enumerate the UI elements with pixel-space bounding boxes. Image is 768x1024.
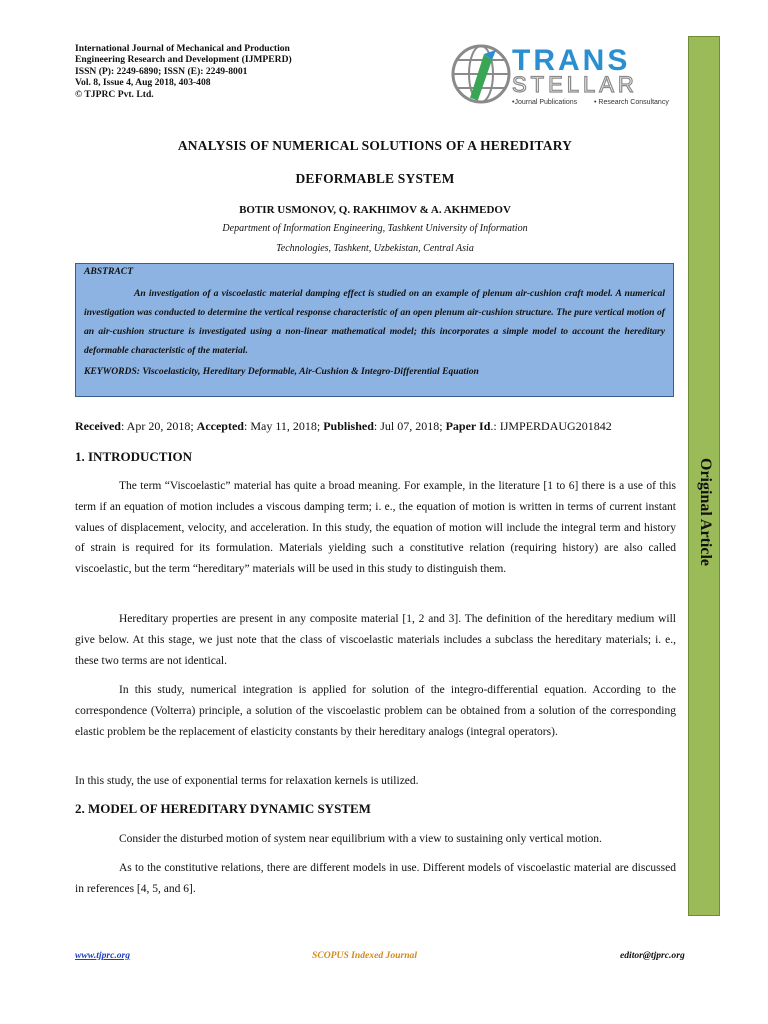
- received-line: [75, 419, 675, 434]
- keywords: KEYWORDS: Viscoelasticity, Hereditary Deformable, Air-Cushion & Integro-Differential Equation: [84, 366, 479, 377]
- globe-icon: [453, 46, 509, 102]
- side-label: Original Article: [697, 458, 714, 566]
- abstract-heading: ABSTRACT: [84, 266, 134, 277]
- journal-info: [75, 43, 365, 100]
- abstract-body: An investigation of a viscoelastic material damping effect is studied on an example of plenum air-cushion craft model. A numerical investigation was conducted to determine the vertical response characteristic of an open plenum air-cushion structure. The pure vertical motion of an air-cushion structure is investigated using a non-linear mathematical model; this incorporates a simple model to account the hereditary deformable characteristic of the material.: [84, 288, 665, 356]
- logo-tagline-journal: •Journal Publications: [512, 99, 578, 106]
- journal-line: Engineering Research and Development (IJMPERD): [75, 54, 292, 66]
- paper-id-label: Paper Id: [445, 419, 491, 433]
- section-heading-model: 2. MODEL OF HEREDITARY DYNAMIC SYSTEM: [75, 801, 371, 816]
- logo-word-trans: TRANS: [512, 44, 631, 77]
- website-link[interactable]: www.tjprc.org: [75, 950, 131, 961]
- logo-tagline-research: • Research Consultancy: [594, 99, 669, 106]
- original-article-sidebar: [688, 36, 720, 916]
- authors: BOTIR USMONOV, Q. RAKHIMOV & A. AKHMEDOV: [239, 204, 511, 216]
- published-label: Published: [323, 419, 374, 433]
- editor-email[interactable]: editor@tjprc.org: [620, 950, 685, 961]
- abstract-box: [75, 263, 674, 397]
- intro-paragraph-3: In this study, numerical integration is applied for solution of the integro-differential equation. According to the correspondence (Volterra) principle, a solution of the viscoelastic problem can be obtained from a solution of the corresponding elastic problem be the replacement of elasticity constants by their hereditary analogs (integral operators).: [75, 684, 676, 738]
- received-date: : Apr 20, 2018;: [120, 419, 197, 433]
- published-date: : Jul 07, 2018;: [373, 419, 446, 433]
- intro-paragraph-2: Hereditary properties are present in any composite material [1, 2 and 3]. The definition of the hereditary medium will give below. At this stage, we just note that the class of viscoelastic materials includes a subclass the hereditary materials; i. e., these two terms are not identical.: [75, 613, 676, 667]
- affiliation-line1: Department of Information Engineering, Tashkent University of Information: [222, 223, 528, 234]
- journal-line: International Journal of Mechanical and Production: [75, 43, 290, 54]
- journal-line: © TJPRC Pvt. Ltd.: [75, 88, 154, 100]
- paper-title-line1: ANALYSIS OF NUMERICAL SOLUTIONS OF A HEREDITARY: [177, 138, 573, 153]
- transstellar-logo: [448, 40, 678, 110]
- journal-line: ISSN (P): 2249-6890; ISSN (E): 2249-8001: [75, 65, 248, 77]
- model-paragraph-1: Consider the disturbed motion of system near equilibrium with a view to sustaining only vertical motion.: [119, 833, 602, 845]
- intro-paragraph-4: In this study, the use of exponential terms for relaxation kernels is utilized.: [75, 775, 419, 787]
- received-label: Received: [75, 419, 121, 433]
- logo-word-stellar: STELLAR: [512, 72, 638, 97]
- section-heading-introduction: 1. INTRODUCTION: [75, 449, 193, 464]
- journal-line: Vol. 8, Issue 4, Aug 2018, 403-408: [75, 77, 211, 89]
- accepted-date: : May 11, 2018;: [243, 419, 324, 433]
- scopus-indexed-label: SCOPUS Indexed Journal: [312, 950, 418, 961]
- affiliation-line2: Technologies, Tashkent, Uzbekistan, Central Asia: [276, 243, 474, 254]
- accepted-label: Accepted: [196, 419, 244, 433]
- paper-title-line2: DEFORMABLE SYSTEM: [295, 171, 455, 186]
- model-paragraph-2: As to the constitutive relations, there are different models in use. Different models of viscoelastic material are discussed in references [4, 5, and 6].: [75, 862, 676, 895]
- paper-id-value: .: IJMPERDAUG201842: [490, 419, 612, 433]
- intro-paragraph-1: The term “Viscoelastic” material has quite a broad meaning. For example, in the literature [1 to 6] there is a use of this term if an equation of motion includes a viscous damping term; i. e., the equation of motion is written in terms of current instant values of displacement, velocity, and acceleration. In this study, the equation of motion will include the integral term and history of strain is required for its formulation. Materials yielding such a constitutive relation (requiring history) are also called viscoelastic, but the term “hereditary” materials will be used in this study to distinguish them.: [75, 480, 676, 576]
